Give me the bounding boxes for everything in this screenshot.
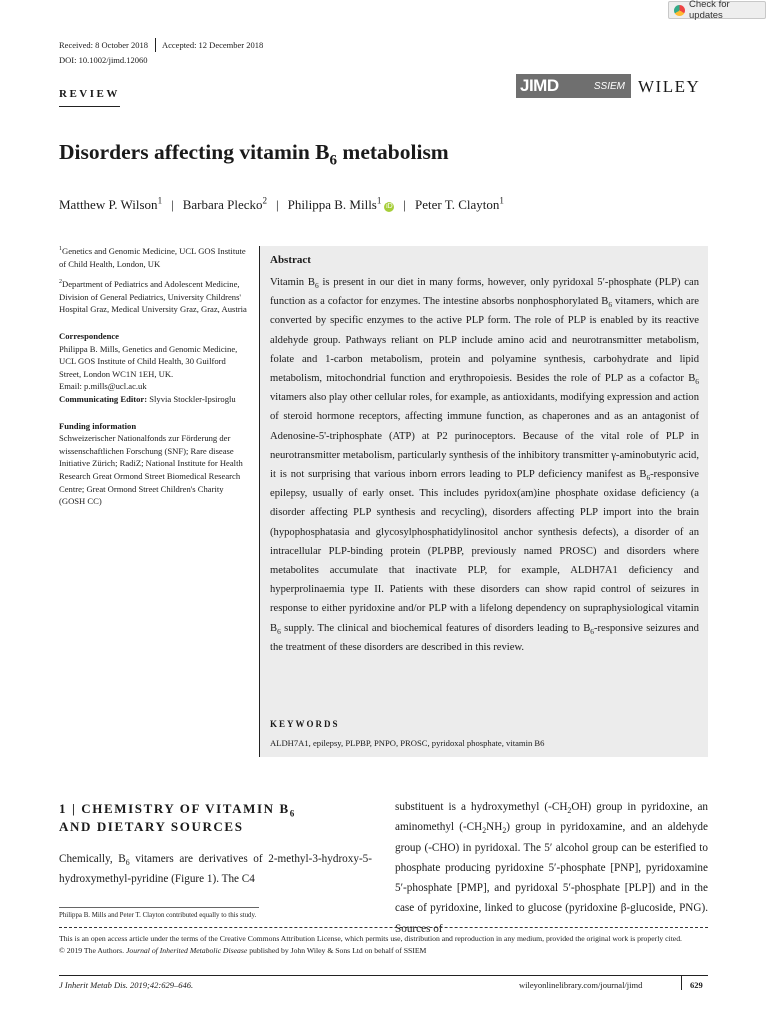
license-divider [59,927,708,928]
affiliation-text: Genetics and Genomic Medicine, UCL GOS Institute of Child Health, London, UK [59,246,246,269]
author-info-column [59,245,247,516]
page-number: 629 [690,980,703,990]
abstract-border [259,246,260,757]
body-text-right: substituent is a hydroxymethyl $(-CH_2OH)$ group in pyridoxine, an aminomethyl $(-CH_2NH_2)$ group in pyridoxamine, and an aldehyde group (-CHO) in pyridoxal. The 5′ alcohol group can be esterified to phosphate producing pyridoxine 5′-phosphate [PNP], pyridoxamine 5′-phosphate [PMP], and pyridoxal 5′-phosphate [PLP]) and in the case of pyridoxine, linked to glucose (pyridoxine β-glucoside, PNG). Sources of [395,801,709,935]
section-heading: 1 | CHEMISTRY OF VITAMIN $B_6$ AND DIETARY SOURCES [59,801,296,834]
affiliation-2 [59,278,247,316]
doi[interactable]: DOI: 10.1002/jimd.12060 [59,55,148,65]
orcid-icon[interactable]: iD [386,203,393,210]
page-number-divider [681,976,682,990]
title-subscript: 6 [329,152,338,169]
footer-rule [59,975,708,976]
article-title [59,140,449,169]
keywords-list: ALDH7A1, epilepsy, PLPBP, PNPO, PROSC, pyridoxal phosphate, vitamin B6 [270,738,545,748]
license-statement: This is an open access article under the terms of the Creative Commons Attribution License, which permits use, distribution and reproduction in any medium, provided the original work is properly cited. [59,934,682,943]
affiliation-text: Department of Pediatrics and Adolescent Medicine, Division of General Pediatrics, University Childrens' Hospital Graz, Medical University Graz, Graz, Austria [59,279,247,315]
journal-citation: J Inherit Metab Dis. 2019;42:629–646. [59,980,194,990]
accepted-date: Accepted: 12 December 2018 [161,40,264,50]
author-affiliation: 2 [262,195,268,206]
received-date: Received: 8 October 2018 [59,40,148,50]
editor-heading: Communicating Editor: [59,393,148,404]
copyright-journal: Journal of Inherited Metabolic Disease [125,946,248,955]
keywords-heading: KEYWORDS [270,719,340,729]
section-label-underline [59,106,120,107]
affiliation-number: 1 [59,246,63,253]
copyright: © 2019 The Authors. [59,946,126,955]
correspondence [59,330,247,406]
abstract-text: Vitamin $B_6$ is present in our diet in many forms, however, only pyridoxal 5′-phosphate (PLP) can function as a cofactor for enzymes. The intestine absorbs nonphosphorylated $B_6$ vitamers, which are converted by specific enzymes to the active PLP form. The role of PLP is enabled by its reactive aldehyde group. Pathways reliant on PLP include amino acid and neurotransmitter metabolism, folate and 1-carbon metabolism, protein and polyamine synthesis, carbohydrate and lipid metabolism, mitochondrial function and erythropoiesis. Besides the role of PLP as a cofactor $B_6$ vitamers also play other cellular roles, for example, as antioxidants, modifying expression and action of steroid hormone receptors, affecting immune function, as chaperones and as an antagonist of Adenosine-5'-triphosphate (ATP) at P2 purinoceptors. Because of the vital role of PLP in neurotransmitter metabolism, particularly synthesis of the inhibitory transmitter γ-aminobutyric acid, it is not surprising that various inborn errors leading to PLP deficiency manifest as $B_6$-responsive epilepsy, usually of early onset. This includes pyridox(am)ine phosphate oxidase deficiency (a disorder affecting PLP synthesis and recycling), disorders affecting PLP import into the brain (hypophosphatasia and glycosylphosphatidylinositol anchor synthesis defects), a disorder of an intracellular PLP-binding protein (PLPBP, previously named PROSC) and disorders where metabolites accumulate that inactivate PLP, for example, ALDH7A1 deficiency and hyperprolinaemia type II. Patients with these disorders can show rapid control of seizures in response to either pyridoxine and/or PLP with a lifelong dependency on supraphysiological vitamin $B_6$ supply. The clinical and biochemical features of disorders leading to $B_6$-responsive seizures and the treatment of these disorders are described in this review. [270,277,699,653]
author-separator: | [171,197,174,212]
funding [59,420,247,508]
title-text: Disorders affecting vitamin B [59,140,330,164]
body-text-left: Chemically, $B_6$ vitamers are derivatives of 2-methyl-3-hydroxy-5-hydroxymethyl-pyridine (Figure 1). The C4 [59,853,372,885]
author-affiliation: 1 [499,195,504,206]
journal-website[interactable]: wileyonlinelibrary.com/journal/jimd [519,980,643,990]
crossmark-icon [674,5,685,16]
jimd-logo [516,74,631,98]
section-label: REVIEW [59,88,120,100]
author-name[interactable]: Barbara Plecko [182,197,263,212]
dates-line [59,38,263,52]
check-for-updates-label: Check for updates [689,0,730,21]
funding-heading: Funding information [59,420,137,431]
jimd-logo-text: JIMD [520,76,559,95]
title-text-end: metabolism [337,140,449,164]
funding-text: Schweizerischer Nationalfonds zur Förderung der wissenschaftlichen Forschung (SNF); Rare disease Initiative Zürich; RadiZ; National Institute for Health Research Great Ormond Street Biomedical Research Centre; Great Ormond Street Children's Charity (GOSH CC) [59,433,243,507]
footnote-rule [59,907,259,908]
author-name[interactable]: Peter T. Clayton [415,197,500,212]
author-affiliation: 1 [376,195,382,206]
author-affiliation: 1 [157,195,163,206]
editor-name: Slyvia Stockler-Ipsiroglu [147,393,236,404]
copyright-publisher: published by John Wiley & Sons Ltd on behalf of SSIEM [247,946,427,955]
author-name[interactable]: Philippa B. Mills [287,197,377,212]
license-text [59,933,708,957]
wiley-logo: WILEY [638,77,701,96]
correspondence-email[interactable]: Email: p.mills@ucl.ac.uk [59,381,147,392]
author-name[interactable]: Matthew P. Wilson [59,197,158,212]
ssiem-logo-text: SSIEM [593,80,625,92]
dates-divider [155,38,156,52]
check-for-updates-button[interactable] [668,1,766,19]
author-separator: | [276,197,279,212]
footnote: Philippa B. Mills and Peter T. Clayton contributed equally to this study. [59,912,257,919]
abstract-heading: Abstract [270,254,311,266]
author-separator: | [403,197,407,212]
affiliation-1 [59,245,247,270]
correspondence-heading: Correspondence [59,330,119,341]
author-list [59,197,504,213]
correspondence-address: Philippa B. Mills, Genetics and Genomic Medicine, UCL GOS Institute of Child Health, 30 Guilford Street, London WC1N 1EH, UK. [59,343,238,379]
affiliation-number: 2 [59,279,63,286]
